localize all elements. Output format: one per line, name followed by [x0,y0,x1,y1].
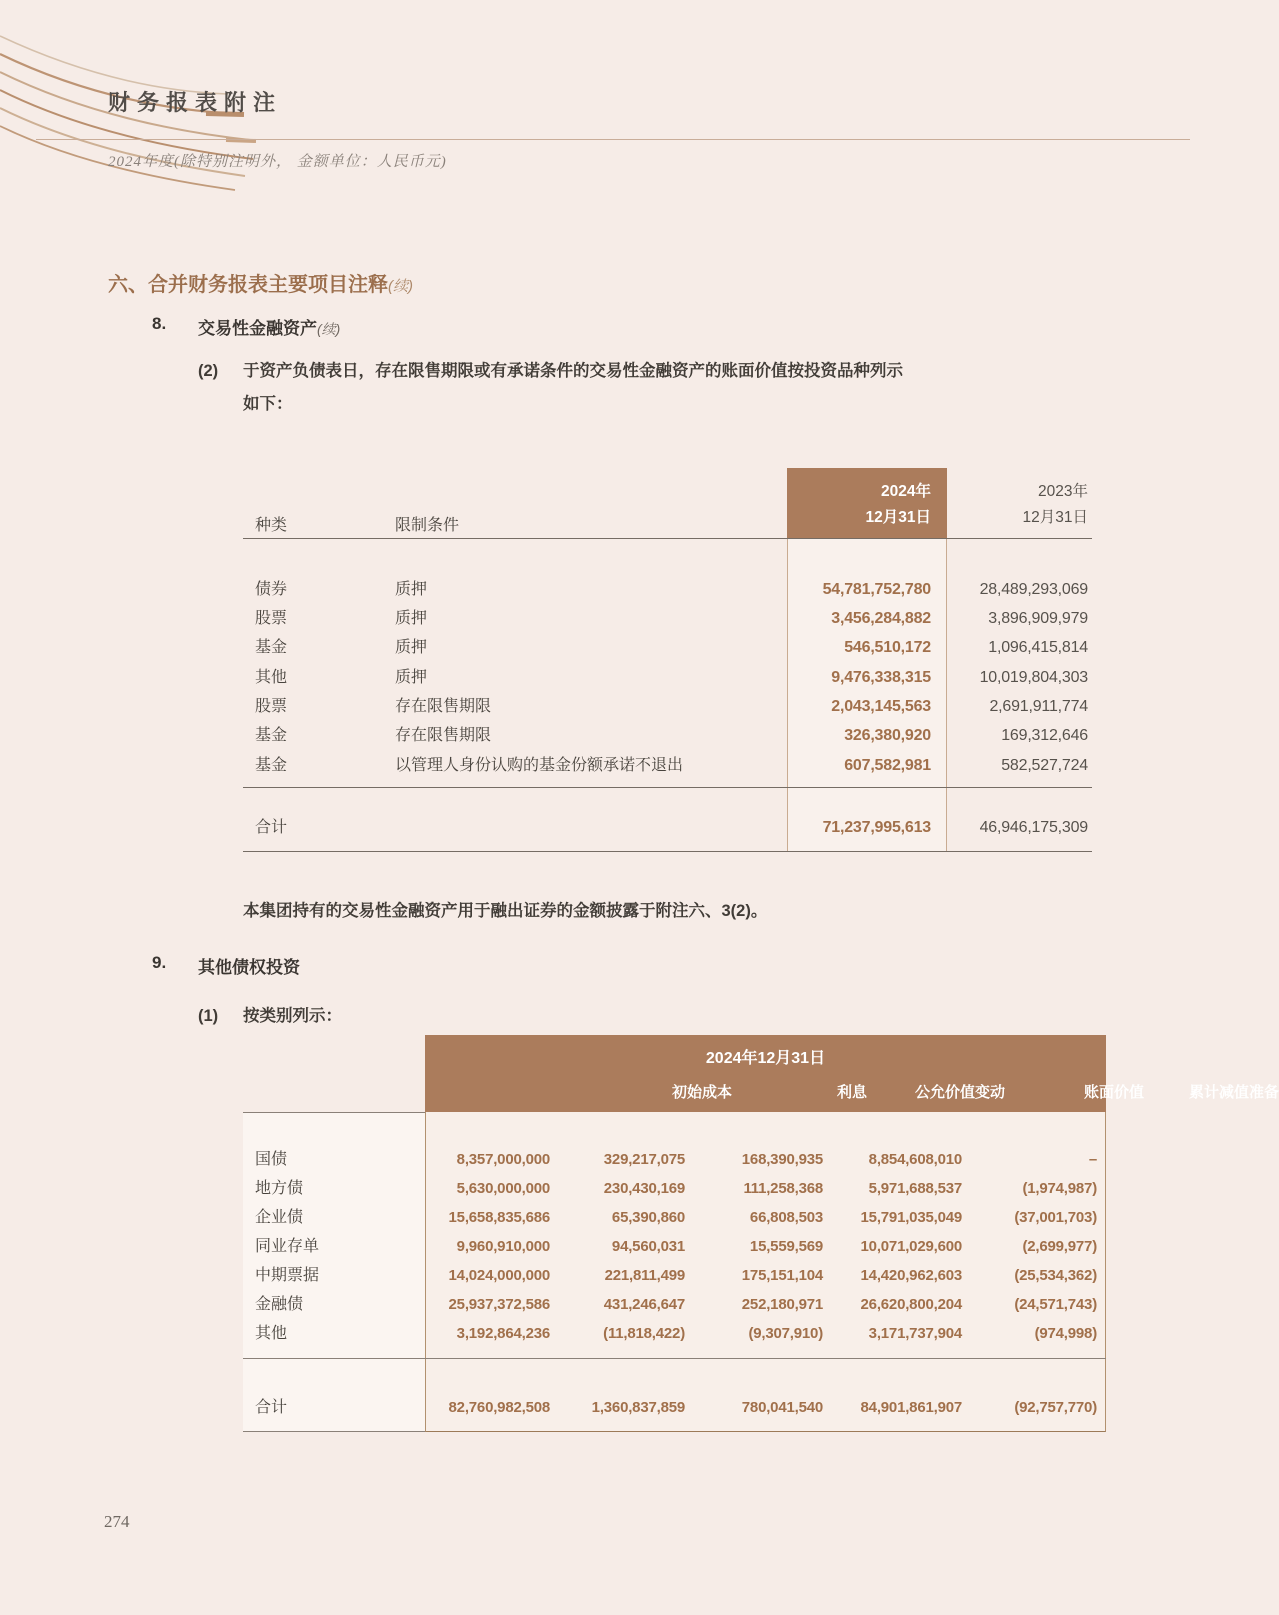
table-row: 中期票据 14,024,000,000 221,811,499 175,151,104 14,420,962,603 (25,534,362) [255,1267,1097,1284]
table2-header-date: 2024年12月31日 [705,1050,826,1067]
table1-col-restriction-header: 限制条件 [395,517,460,534]
item9-para-number: (1) [198,1007,219,1025]
item8-title-suffix: (续) [317,321,341,337]
table-row: 基金 以管理人身份认购的基金份额承诺不退出 607,582,981 582,527,724 [255,757,1088,774]
table2-col-interest-header: 利息 [836,1084,867,1101]
table1-bottom-rule [243,851,1092,852]
table2-header-band [425,1035,1279,1112]
table-row: 基金 质押 546,510,172 1,096,415,814 [255,639,1088,656]
table2-col-cost-header: 初始成本 [671,1084,732,1101]
table-row: 债券 质押 54,781,752,780 28,489,293,069 [255,581,1088,598]
table2-col-bookvalue-header: 账面价值 [1083,1084,1144,1101]
table-row: 其他 质押 9,476,338,315 10,019,804,303 [255,669,1088,686]
table1-col-type-header: 种类 [255,517,288,534]
table2-col-impairment-header: 累计减值准备 [1188,1084,1279,1101]
header-divider [36,139,1190,140]
page-title: 财务报表附注 [108,90,283,115]
item9-number: 9. [152,953,167,972]
section-heading [108,268,413,297]
section-heading-text: 六、合并财务报表主要项目注释 [108,274,388,296]
item9-para-text: 按类别列示： [243,1007,342,1025]
item9-title: 其他债权投资 [198,958,300,977]
table-row: 其他 3,192,864,236 (11,818,422) (9,307,910) 3,171,737,904 (974,998) [255,1325,1097,1342]
table2-col-fvchange-header: 公允价值变动 [914,1084,1005,1101]
restricted-assets-table [243,468,1092,851]
item8-title: 交易性金融资产 [198,319,317,338]
table1-col-2024-header: 2024年 12月31日 [787,468,947,538]
table-row: 金融债 25,937,372,586 431,246,647 252,180,971 26,620,800,204 (24,571,743) [255,1296,1097,1313]
table-row: 基金 存在限售期限 326,380,920 169,312,646 [255,727,1088,744]
table1-header-rule [243,538,1092,539]
page-subtitle: 2024年度(除特别注明外， 金额单位：人民币元) [108,154,447,170]
item8-para-number: (2) [198,362,219,380]
section-heading-suffix: (续) [388,278,413,295]
table1-total-row: 合计 71,237,995,613 46,946,175,309 [255,819,1088,836]
table-row: 企业债 15,658,835,686 65,390,860 66,808,503 15,791,035,049 (37,001,703) [255,1209,1097,1226]
item8-para-line1: 于资产负债表日，存在限售期限或有承诺条件的交易性金融资产的账面价值按投资品种列示 [243,362,903,380]
table-row: 国债 8,357,000,000 329,217,075 168,390,935 8,854,608,010 – [255,1151,1097,1168]
item8-para-line2: 如下： [243,395,293,413]
table-row: 地方债 5,630,000,000 230,430,169 111,258,368 5,971,688,537 (1,974,987) [255,1180,1097,1197]
table-row: 股票 质押 3,456,284,882 3,896,909,979 [255,610,1088,627]
item8-number: 8. [152,314,167,333]
table1-total-rule [243,787,1092,788]
page-number: 274 [104,1512,130,1531]
table-row: 同业存单 9,960,910,000 94,560,031 15,559,569 10,071,029,600 (2,699,977) [255,1238,1097,1255]
other-debt-investments-table [243,1035,1279,1432]
table2-total-row: 合计 82,760,982,508 1,360,837,859 780,041,540 84,901,861,907 (92,757,770) [255,1399,1097,1416]
table1-col-2023-header: 2023年 12月31日 [1022,483,1088,526]
table2-total-rule [243,1358,1106,1359]
table-row: 股票 存在限售期限 2,043,145,563 2,691,911,774 [255,698,1088,715]
item8-footnote: 本集团持有的交易性金融资产用于融出证券的金额披露于附注六、3(2)。 [243,902,768,920]
